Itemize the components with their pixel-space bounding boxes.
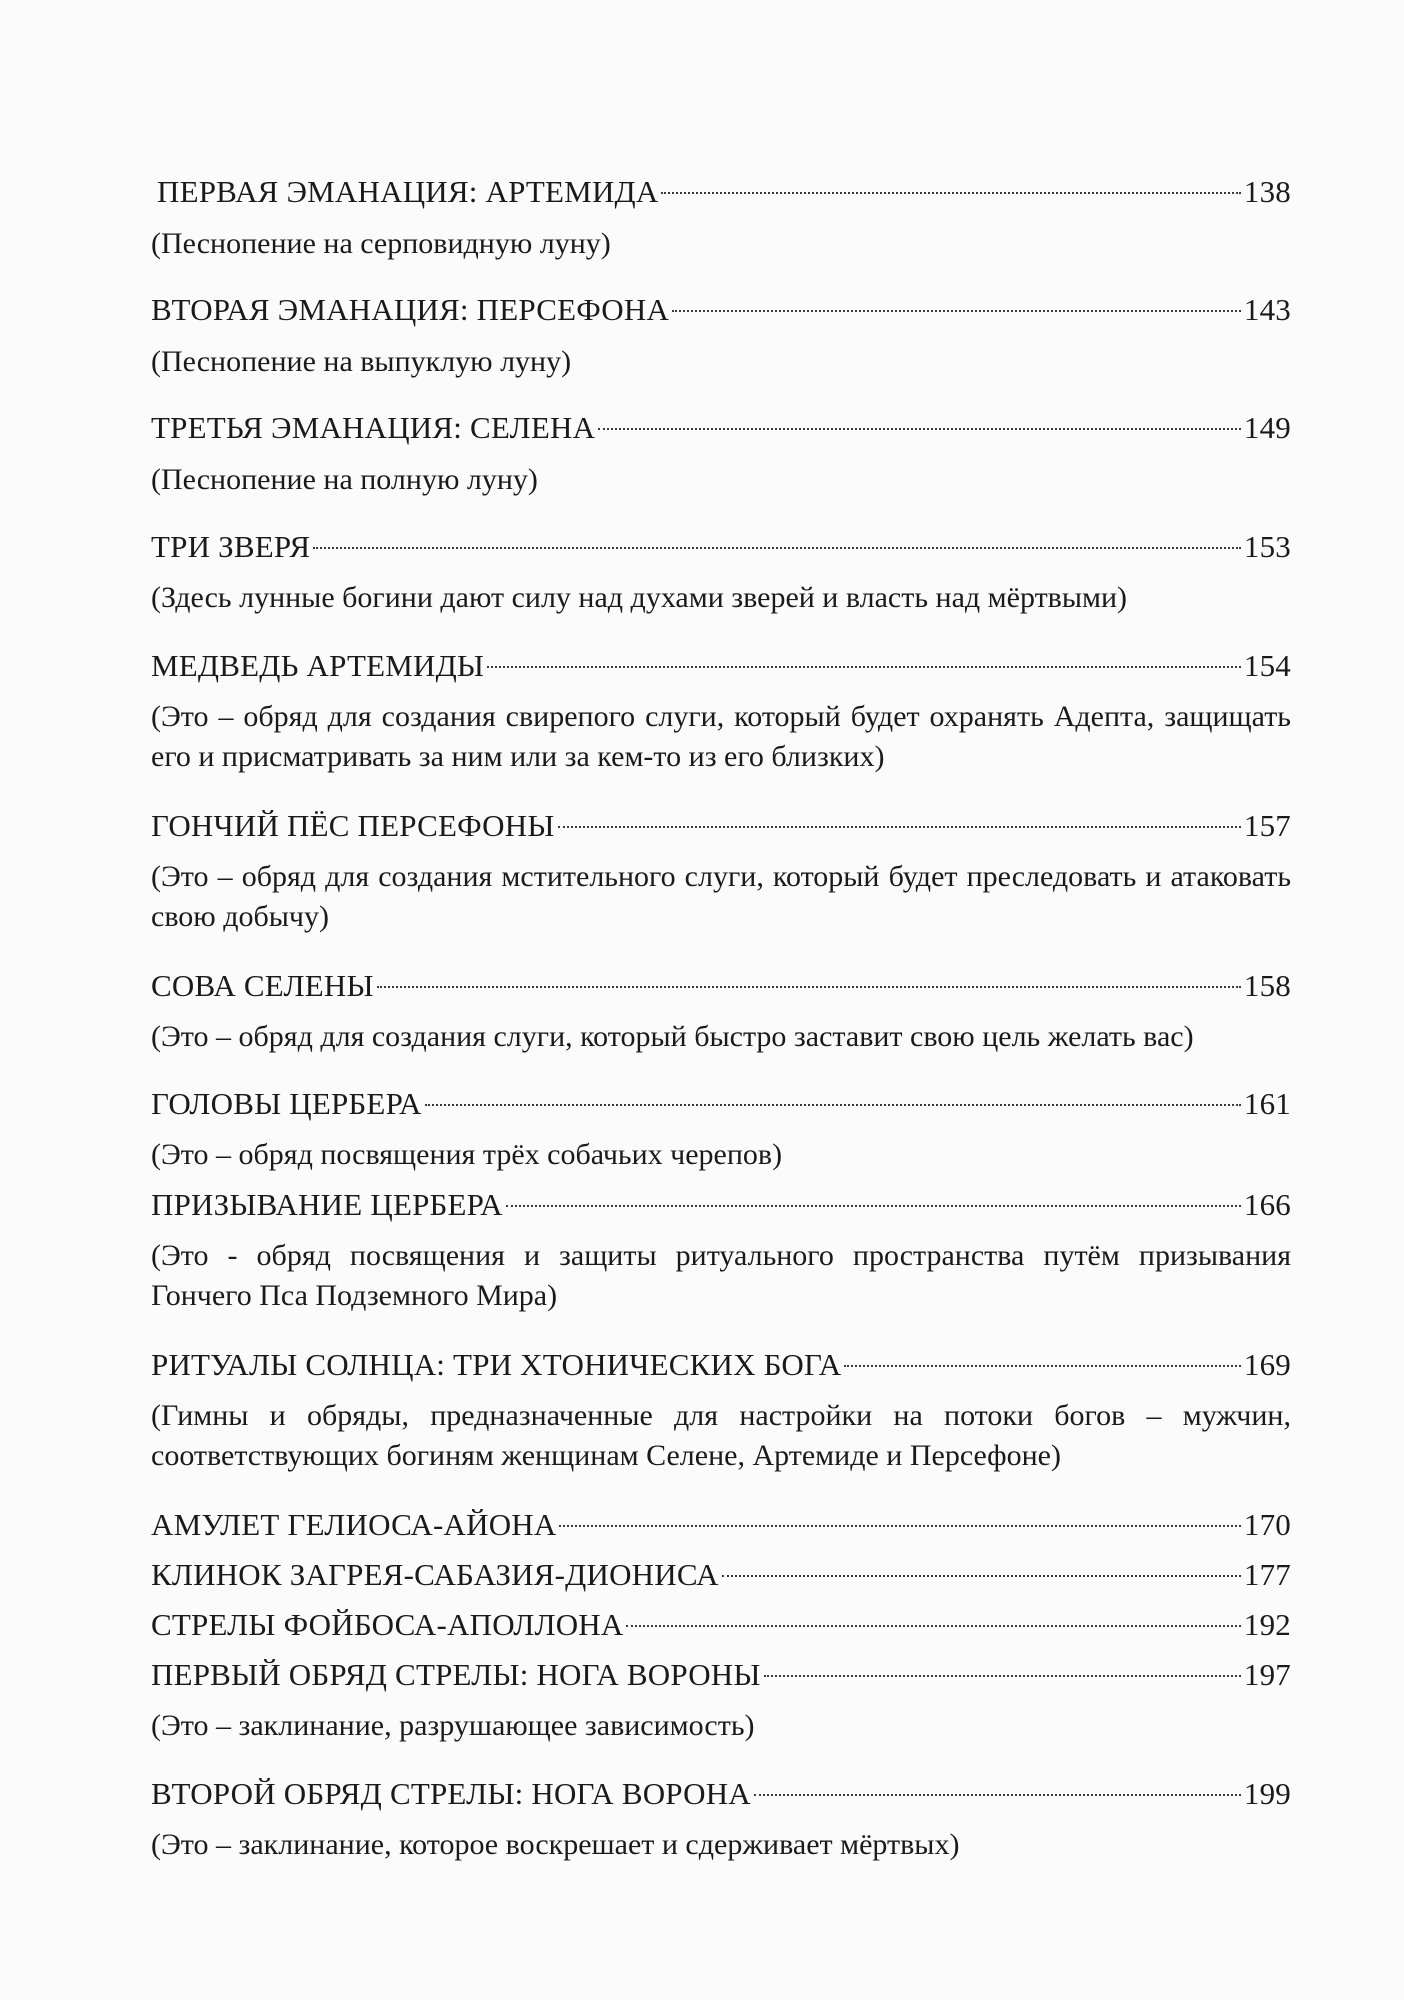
- toc-entry-page: 154: [1243, 648, 1291, 683]
- dot-leader: [506, 1205, 1241, 1207]
- toc-entry: [151, 290, 1291, 330]
- toc-entry: [151, 646, 1291, 686]
- toc-entry: [151, 1505, 1291, 1545]
- dot-leader: [626, 1625, 1240, 1627]
- dot-leader: [764, 1675, 1241, 1677]
- toc-entry: [151, 1774, 1291, 1814]
- toc-entry-page: 158: [1243, 968, 1291, 1003]
- toc-entry-title: ПЕРВАЯ ЭМАНАЦИЯ: АРТЕМИДА: [157, 174, 659, 209]
- toc-entry-description: (Это - обряд посвящения и защиты ритуального пространства путём призывания Гончего Пса Подземного Мира): [151, 1239, 1291, 1312]
- toc-entry-page: 143: [1243, 292, 1291, 327]
- toc-entry-page: 192: [1243, 1607, 1291, 1642]
- dot-leader: [598, 428, 1241, 430]
- toc-entry-title: ГОЛОВЫ ЦЕРБЕРА: [151, 1086, 422, 1121]
- toc-entry-description: (Здесь лунные богини дают силу над духами зверей и власть над мёртвыми): [151, 581, 1128, 614]
- toc-entry-page: 170: [1243, 1507, 1291, 1542]
- toc-entry-title: ТРИ ЗВЕРЯ: [151, 529, 311, 564]
- toc-entry-description: (Песнопение на полную луну): [151, 463, 538, 496]
- toc-entry-page: 161: [1243, 1086, 1291, 1121]
- toc-entry-page: 197: [1243, 1657, 1291, 1692]
- toc-entry: [151, 1345, 1291, 1385]
- dot-leader: [377, 986, 1241, 988]
- toc-entry-description: (Песнопение на выпуклую луну): [151, 345, 572, 378]
- toc-entry-description: (Гимны и обряды, предназначенные для настройки на потоки богов – мужчин, соответствующих богиням женщинам Селене, Артемиде и Персефоне): [151, 1399, 1291, 1472]
- toc-entry-title: ПЕРВЫЙ ОБРЯД СТРЕЛЫ: НОГА ВОРОНЫ: [151, 1657, 761, 1692]
- dot-leader: [559, 1525, 1240, 1527]
- toc-entry: [151, 1084, 1291, 1124]
- toc-entry-page: 153: [1243, 529, 1291, 564]
- toc-entry-title: ВТОРОЙ ОБРЯД СТРЕЛЫ: НОГА ВОРОНА: [151, 1776, 751, 1811]
- toc-entry-title: РИТУАЛЫ СОЛНЦА: ТРИ ХТОНИЧЕСКИХ БОГА: [151, 1347, 842, 1382]
- dot-leader: [661, 192, 1240, 194]
- toc-entry-description: (Это – обряд для создания мстительного слуги, который будет преследовать и атаковать свою добычу): [151, 860, 1291, 933]
- toc-entry-page: 199: [1243, 1776, 1291, 1811]
- toc-entry: [151, 1605, 1291, 1645]
- toc-entry-page: 138: [1243, 174, 1291, 209]
- dot-leader: [672, 310, 1241, 312]
- toc-entry: [151, 1555, 1291, 1595]
- toc-entry-title: КЛИНОК ЗАГРЕЯ-САБАЗИЯ-ДИОНИСА: [151, 1557, 719, 1592]
- dot-leader: [558, 826, 1241, 828]
- toc-entry-description: (Песнопение на серповидную луну): [151, 227, 611, 260]
- toc-entry-title: ПРИЗЫВАНИЕ ЦЕРБЕРА: [151, 1187, 503, 1222]
- toc-entry-description: (Это – обряд для создания свирепого слуги, который будет охранять Адепта, защищать его и присматривать за ним или за кем-то из его близких): [151, 700, 1291, 773]
- dot-leader: [425, 1104, 1241, 1106]
- toc-entry-description: (Это – обряд посвящения трёх собачьих черепов): [151, 1138, 783, 1171]
- dot-leader: [754, 1794, 1241, 1796]
- toc-entry-page: 166: [1243, 1187, 1291, 1222]
- toc-entry-title: ВТОРАЯ ЭМАНАЦИЯ: ПЕРСЕФОНА: [151, 292, 670, 327]
- toc-entry-title: АМУЛЕТ ГЕЛИОСА-АЙОНА: [151, 1507, 557, 1542]
- toc-entry-description: (Это – заклинание, которое воскрешает и сдерживает мёртвых): [151, 1828, 960, 1861]
- toc-entry-title: ГОНЧИЙ ПЁС ПЕРСЕФОНЫ: [151, 808, 555, 843]
- toc-entry-description: (Это – заклинание, разрушающее зависимость): [151, 1709, 755, 1742]
- toc-entry-title: МЕДВЕДЬ АРТЕМИДЫ: [151, 648, 485, 683]
- toc-entry-page: 177: [1243, 1557, 1291, 1592]
- toc-entry: [151, 966, 1291, 1006]
- toc-entry: [151, 527, 1291, 567]
- toc-entry-description: (Это – обряд для создания слуги, который быстро заставит свою цель желать вас): [151, 1020, 1194, 1053]
- dot-leader: [487, 666, 1241, 668]
- toc-entry-page: 149: [1243, 410, 1291, 445]
- dot-leader: [722, 1575, 1241, 1577]
- toc-entry-page: 157: [1243, 808, 1291, 843]
- toc-entry-page: 169: [1243, 1347, 1291, 1382]
- toc-entry-title: ТРЕТЬЯ ЭМАНАЦИЯ: СЕЛЕНА: [151, 410, 596, 445]
- toc-entry-title: СОВА СЕЛЕНЫ: [151, 968, 374, 1003]
- dot-leader: [313, 547, 1241, 549]
- toc-entry: [151, 806, 1291, 846]
- toc-entry: [151, 1655, 1291, 1695]
- dot-leader: [844, 1365, 1241, 1367]
- toc-entry: [151, 1185, 1291, 1225]
- toc-entry: [151, 408, 1291, 448]
- toc-entry-title: СТРЕЛЫ ФОЙБОСА-АПОЛЛОНА: [151, 1607, 624, 1642]
- toc-entry: [157, 172, 1291, 212]
